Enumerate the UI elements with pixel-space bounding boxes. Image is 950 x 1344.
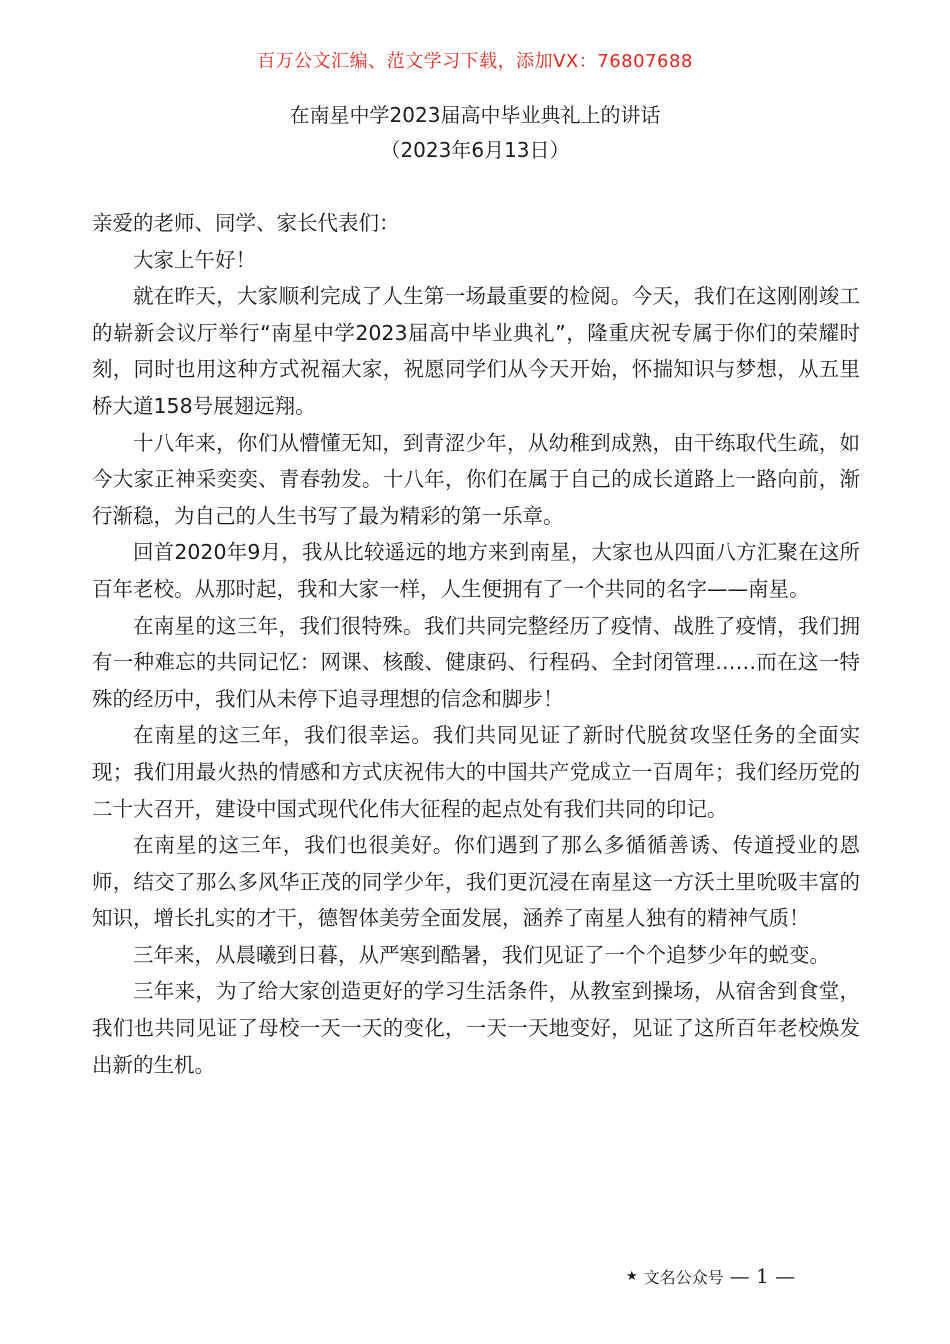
document-body xyxy=(92,205,860,1083)
paragraph: 在南星的这三年，我们也很美好。你们遇到了那么多循循善诱、传道授业的恩师，结交了那么多风华正茂的同学少年，我们更沉浸在南星这一方沃土里吮吸丰富的知识，增长扎实的才干，德智体美劳全面发展，涵养了南星人独有的精神气质！ xyxy=(92,833,860,931)
page-number: — 1 — xyxy=(729,1264,796,1288)
document-date: （2023年6月13日） xyxy=(380,138,570,162)
header-banner: 百万公文汇编、范文学习下载，添加VX：76807688 xyxy=(257,51,693,72)
document-title: 在南星中学2023届高中毕业典礼上的讲话 xyxy=(289,103,661,127)
paragraph: 十八年来，你们从懵懂无知，到青涩少年，从幼稚到成熟，由干练取代生疏，如今大家正神采奕奕、青春勃发。十八年，你们在属于自己的成长道路上一路向前，渐行渐稳，为自己的人生书写了最为精彩的第一乐章。 xyxy=(92,430,860,528)
paragraph: 就在昨天，大家顺利完成了人生第一场最重要的检阅。今天，我们在这刚刚竣工的崭新会议厅举行“南星中学2023届高中毕业典礼”，隆重庆祝专属于你们的荣耀时刻，同时也用这种方式祝福大家，祝愿同学们从今天开始，怀揣知识与梦想，从五里桥大道158号展翅远翔。 xyxy=(92,284,860,418)
paragraph: 回首2020年9月，我从比较遥远的地方来到南星，大家也从四面八方汇聚在这所百年老校。从那时起，我和大家一样，人生便拥有了一个共同的名字——南星。 xyxy=(92,540,860,601)
footer-source: 文名公众号 xyxy=(643,1267,724,1287)
page-footer xyxy=(626,1264,795,1288)
paragraph: 在南星的这三年，我们很幸运。我们共同见证了新时代脱贫攻坚任务的全面实现；我们用最火热的情感和方式庆祝伟大的中国共产党成立一百周年；我们经历党的二十大召开，建设中国式现代化伟大征程的起点处有我们共同的印记。 xyxy=(92,723,860,821)
paragraph: 三年来，为了给大家创造更好的学习生活条件，从教室到操场，从宿舍到食堂，我们也共同见证了母校一天一天的变化，一天一天地变好，见证了这所百年老校焕发出新的生机。 xyxy=(92,979,860,1077)
paragraph: 大家上午好！ xyxy=(133,247,256,272)
paragraph: 在南星的这三年，我们很特殊。我们共同完整经历了疫情、战胜了疫情，我们拥有一种难忘的共同记忆：网课、核酸、健康码、行程码、全封闭管理……而在这一特殊的经历中，我们从未停下追寻理想的信念和脚步！ xyxy=(92,613,860,711)
salutation: 亲爱的老师、同学、家长代表们： xyxy=(92,211,400,235)
paragraph: 三年来，从晨曦到日暮，从严寒到酷暑，我们见证了一个个追梦少年的蜕变。 xyxy=(133,942,830,967)
star-icon: ★ xyxy=(626,1268,638,1284)
